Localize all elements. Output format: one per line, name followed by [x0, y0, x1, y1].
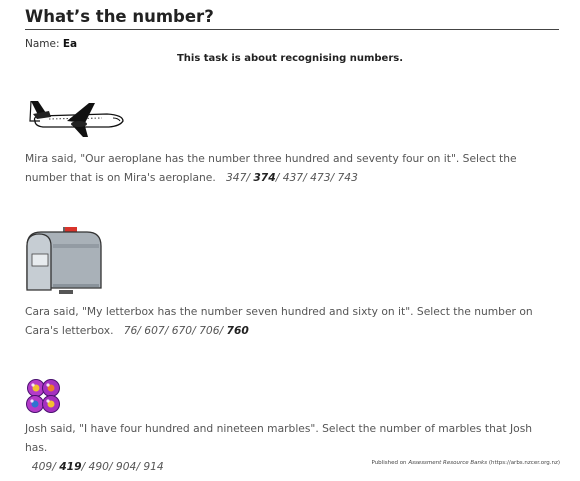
- name-label: Name:: [25, 38, 60, 50]
- option-selected[interactable]: 419: [59, 460, 82, 473]
- option[interactable]: 743: [337, 171, 358, 184]
- question-2: [25, 302, 555, 340]
- student-name: [25, 38, 77, 50]
- footer-source: Assessment Resource Banks: [408, 460, 488, 466]
- option[interactable]: 607: [144, 324, 165, 337]
- question-1: [25, 149, 555, 187]
- page-title: What’s the number?: [25, 7, 214, 26]
- marbles-icon: [24, 378, 62, 414]
- name-value: Ea: [62, 38, 78, 50]
- option-selected[interactable]: 374: [253, 171, 276, 184]
- letterbox-icon: [25, 226, 103, 294]
- option[interactable]: 670: [171, 324, 193, 337]
- option[interactable]: 706: [199, 324, 220, 337]
- option-selected[interactable]: 760: [226, 324, 249, 337]
- aeroplane-icon: [27, 99, 125, 141]
- option[interactable]: 76: [123, 324, 138, 337]
- title-divider: [25, 29, 559, 30]
- footer-url[interactable]: (https://arbs.nzcer.org.nz): [488, 460, 560, 466]
- option[interactable]: 437: [282, 171, 304, 184]
- option[interactable]: 914: [143, 460, 164, 473]
- question-2-options: 76/ 607/ 670/ 706/ 760: [123, 324, 249, 337]
- question-3: [25, 419, 555, 476]
- question-3-text: Josh said, "I have four hundred and nineteen marbles". Select the number of marbles that Josh has.: [25, 422, 533, 454]
- option[interactable]: 490: [88, 460, 109, 473]
- publisher-footer: [371, 460, 560, 466]
- question-1-text: Mira said, "Our aeroplane has the number three hundred and seventy four on it". Select the number that is on Mira's aeroplane.: [25, 152, 517, 184]
- option[interactable]: 473: [310, 171, 331, 184]
- footer-prefix: Published on: [371, 460, 407, 466]
- question-2-text: Cara said, "My letterbox has the number seven hundred and sixty on it". Select the number on Cara's letterbox.: [25, 305, 533, 337]
- option[interactable]: 904: [115, 460, 137, 473]
- question-1-options: 347/ 374/ 437/ 473/ 743: [225, 171, 358, 184]
- task-intro: This task is about recognising numbers.: [176, 53, 404, 64]
- option[interactable]: 409: [31, 460, 53, 473]
- question-3-options: 409/ 419/ 490/ 904/ 914: [31, 460, 164, 473]
- option[interactable]: 347: [225, 171, 247, 184]
